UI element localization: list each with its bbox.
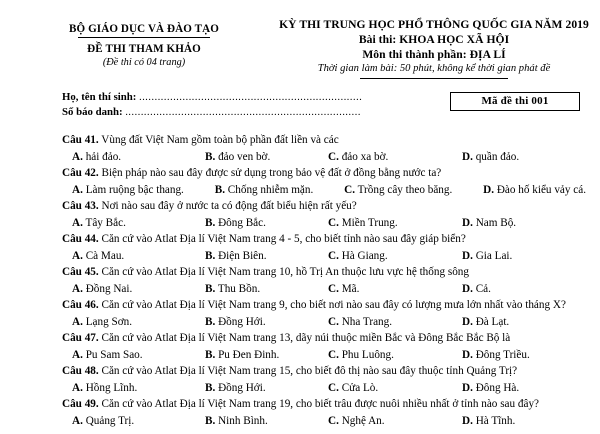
- option-letter: A.: [72, 315, 83, 328]
- duration-underline: [360, 78, 508, 79]
- answer-option-d[interactable]: [462, 281, 491, 298]
- answer-option-c[interactable]: [328, 413, 385, 430]
- option-letter: A.: [72, 249, 83, 262]
- answer-option-b[interactable]: [205, 149, 270, 166]
- page-count-note: (Đề thi có 04 trang): [102, 57, 186, 68]
- question-block: [62, 165, 588, 198]
- option-text: Nghệ An.: [338, 414, 385, 427]
- option-text: đảo ven bờ.: [215, 150, 271, 163]
- option-letter: D.: [462, 414, 473, 427]
- option-text: Hà Tĩnh.: [472, 414, 516, 427]
- answer-option-a[interactable]: [72, 281, 132, 298]
- question-stem: [62, 396, 588, 413]
- answer-option-c[interactable]: [328, 248, 388, 265]
- option-letter: A.: [72, 150, 83, 163]
- option-letter: C.: [328, 414, 339, 427]
- option-text: Đồng Nai.: [82, 282, 133, 295]
- option-text: Phu Luông.: [338, 348, 394, 361]
- option-text: Đông Triều.: [472, 348, 530, 361]
- option-text: Tây Bắc.: [82, 216, 126, 229]
- question-block: [62, 330, 588, 363]
- header-left-column: [10, 17, 278, 79]
- option-text: Đông Bắc.: [215, 216, 266, 229]
- question-stem: [62, 132, 588, 149]
- answer-option-b[interactable]: [205, 347, 279, 364]
- answer-options-row: [62, 413, 588, 430]
- ministry-name: BỘ GIÁO DỤC VÀ ĐÀO TẠO: [68, 23, 220, 35]
- option-text: Đông Hà.: [472, 381, 520, 394]
- option-letter: A.: [72, 216, 83, 229]
- option-letter: C.: [344, 183, 356, 196]
- question-stem: [62, 363, 588, 380]
- option-letter: A.: [72, 381, 83, 394]
- option-letter: B.: [205, 282, 216, 295]
- answer-option-d[interactable]: [462, 380, 519, 397]
- option-letter: B.: [214, 183, 225, 196]
- option-letter: D.: [462, 315, 473, 328]
- answer-option-d[interactable]: [462, 347, 530, 364]
- option-letter: D.: [462, 249, 473, 262]
- option-letter: D.: [462, 282, 473, 295]
- option-letter: D.: [462, 216, 473, 229]
- question-text: Biện pháp nào sau đây được sử dụng trong bảo vệ đất ở đồng bằng nước ta?: [98, 167, 442, 179]
- option-letter: A.: [72, 183, 83, 196]
- option-text: Đà Lạt.: [472, 315, 510, 328]
- option-text: Hồng Lĩnh.: [82, 381, 138, 394]
- document-header: [0, 0, 600, 79]
- option-letter: D.: [462, 381, 473, 394]
- question-stem: [62, 264, 588, 281]
- option-letter: C.: [328, 348, 339, 361]
- question-stem: [62, 297, 588, 314]
- answer-options-row: [62, 182, 588, 199]
- question-list: [0, 132, 600, 429]
- question-number: Câu 48.: [62, 365, 99, 377]
- question-number: Câu 47.: [62, 332, 99, 344]
- answer-option-d[interactable]: [462, 149, 519, 166]
- option-letter: B.: [205, 414, 216, 427]
- question-number: Câu 49.: [62, 398, 99, 410]
- answer-options-row: [62, 347, 588, 364]
- question-text: Căn cứ vào Atlat Địa lí Việt Nam trang 13, dãy núi thuộc miền Bắc và Đông Bắc Bắc Bộ là: [98, 332, 511, 344]
- question-number: Câu 42.: [62, 167, 99, 179]
- option-text: đảo xa bờ.: [338, 150, 389, 163]
- question-stem: [62, 198, 588, 215]
- answer-option-c[interactable]: [344, 182, 452, 199]
- question-block: [62, 198, 588, 231]
- option-text: Cửa Lò.: [338, 381, 379, 394]
- option-text: hải đảo.: [82, 150, 122, 163]
- answer-options-row: [62, 281, 588, 298]
- option-text: Điện Biên.: [215, 249, 267, 262]
- option-text: Chống nhiễm mặn.: [225, 183, 314, 196]
- answer-options-row: [62, 248, 588, 265]
- exam-type-label: ĐỀ THI THAM KHẢO: [87, 43, 201, 55]
- option-letter: C.: [328, 216, 339, 229]
- option-letter: C.: [328, 249, 339, 262]
- subject-group: Bài thi: KHOA HỌC XÃ HỘI: [358, 33, 510, 46]
- option-text: Lạng Sơn.: [82, 315, 132, 328]
- header-right-column: [278, 17, 590, 79]
- question-block: [62, 297, 588, 330]
- option-text: Thu Bồn.: [215, 282, 261, 295]
- answer-option-c[interactable]: [328, 215, 398, 232]
- answer-option-b[interactable]: [215, 182, 314, 199]
- question-block: [62, 396, 588, 429]
- question-number: Câu 45.: [62, 266, 99, 278]
- answer-options-row: [62, 215, 588, 232]
- exam-duration: Thời gian làm bài: 50 phút, không kể thời gian phát đề: [317, 63, 551, 74]
- answer-option-a[interactable]: [72, 182, 184, 199]
- option-text: Nha Trang.: [338, 315, 393, 328]
- option-letter: B.: [205, 249, 216, 262]
- exam-title: KỲ THI TRUNG HỌC PHỔ THÔNG QUỐC GIA NĂM 2019: [279, 18, 589, 31]
- answer-option-c[interactable]: [328, 380, 378, 397]
- answer-option-b[interactable]: [205, 248, 267, 265]
- question-text: Căn cứ vào Atlat Địa lí Việt Nam trang 10, hồ Trị An thuộc lưu vực hệ thống sông: [98, 266, 469, 278]
- option-letter: A.: [72, 348, 83, 361]
- component-subject: Môn thi thành phần: ĐỊA LÍ: [362, 48, 506, 61]
- question-block: [62, 132, 588, 165]
- question-text: Căn cứ vào Atlat Địa lí Việt Nam trang 15, cho biết đô thị nào sau đây thuộc tỉnh Quảng Trị?: [98, 365, 518, 377]
- question-number: Câu 43.: [62, 200, 99, 212]
- option-text: Trồng cây theo băng.: [355, 183, 453, 196]
- option-text: Pu Đen Đinh.: [215, 348, 280, 361]
- option-letter: A.: [72, 282, 83, 295]
- option-text: Mã.: [338, 282, 360, 295]
- ministry-underline: [78, 37, 210, 38]
- question-number: Câu 41.: [62, 134, 99, 146]
- answer-option-c[interactable]: [328, 149, 388, 166]
- option-text: Cả.: [472, 282, 491, 295]
- option-text: Hà Giang.: [338, 249, 388, 262]
- answer-option-a[interactable]: [72, 149, 121, 166]
- answer-option-d[interactable]: [462, 248, 512, 265]
- option-text: Đào hố kiểu vảy cá.: [494, 183, 586, 196]
- question-block: [62, 363, 588, 396]
- option-letter: C.: [328, 282, 339, 295]
- answer-options-row: [62, 149, 588, 166]
- question-number: Câu 46.: [62, 299, 99, 311]
- option-letter: B.: [205, 150, 216, 163]
- answer-option-c[interactable]: [328, 281, 359, 298]
- option-text: Đồng Hới.: [215, 315, 266, 328]
- option-letter: D.: [483, 183, 495, 196]
- answer-option-a[interactable]: [72, 248, 124, 265]
- question-text: Vùng đất Việt Nam gồm toàn bộ phần đất liền và các: [98, 134, 339, 146]
- answer-options-row: [62, 314, 588, 331]
- option-letter: B.: [205, 348, 216, 361]
- answer-option-d[interactable]: [462, 215, 516, 232]
- answer-option-d[interactable]: [462, 413, 515, 430]
- answer-option-b[interactable]: [205, 314, 266, 331]
- option-text: Ninh Bình.: [215, 414, 268, 427]
- question-stem: [62, 165, 588, 182]
- option-text: Đồng Hới.: [215, 381, 266, 394]
- answer-options-row: [62, 380, 588, 397]
- question-stem: [62, 231, 588, 248]
- option-letter: C.: [328, 150, 339, 163]
- question-block: [62, 264, 588, 297]
- option-text: Nam Bộ.: [472, 216, 517, 229]
- question-number: Câu 44.: [62, 233, 99, 245]
- answer-option-a[interactable]: [72, 215, 126, 232]
- option-letter: A.: [72, 414, 83, 427]
- answer-option-a[interactable]: [72, 314, 132, 331]
- answer-option-c[interactable]: [328, 314, 392, 331]
- answer-option-a[interactable]: [72, 380, 137, 397]
- option-letter: D.: [462, 348, 473, 361]
- answer-option-d[interactable]: [462, 314, 509, 331]
- option-letter: B.: [205, 216, 216, 229]
- answer-option-b[interactable]: [205, 281, 260, 298]
- option-letter: D.: [462, 150, 473, 163]
- question-block: [62, 231, 588, 264]
- answer-option-d[interactable]: [483, 182, 586, 199]
- question-stem: [62, 330, 588, 347]
- question-text: Căn cứ vào Atlat Địa lí Việt Nam trang 19, cho biết trâu được nuôi nhiều nhất ở tỉnh nào sau đây?: [98, 398, 540, 410]
- question-text: Căn cứ vào Atlat Địa lí Việt Nam trang 9, cho biết nơi nào sau đây có lượng mưa lớn nhất vào tháng X?: [98, 299, 566, 311]
- option-text: Cà Mau.: [82, 249, 125, 262]
- option-letter: B.: [205, 381, 216, 394]
- option-letter: C.: [328, 381, 339, 394]
- question-text: Nơi nào sau đây ở nước ta có động đất biểu hiện rất yếu?: [98, 200, 357, 212]
- candidate-name-label: Họ, tên thí sinh:: [62, 91, 137, 103]
- option-letter: B.: [205, 315, 216, 328]
- candidate-id-field[interactable]: ............................................................................: [125, 107, 361, 118]
- exam-code-box: Mã đề thi 001: [450, 92, 580, 111]
- option-text: Miền Trung.: [338, 216, 398, 229]
- answer-option-b[interactable]: [205, 380, 266, 397]
- option-text: Pu Sam Sao.: [82, 348, 143, 361]
- option-letter: C.: [328, 315, 339, 328]
- answer-option-b[interactable]: [205, 215, 266, 232]
- answer-option-a[interactable]: [72, 413, 134, 430]
- answer-option-a[interactable]: [72, 347, 143, 364]
- candidate-info: [0, 90, 600, 124]
- candidate-name-field[interactable]: ........................................................................: [139, 92, 363, 103]
- question-text: Căn cứ vào Atlat Địa lí Việt Nam trang 4 - 5, cho biết tỉnh nào sau đây giáp biển?: [98, 233, 466, 245]
- option-text: Quảng Trị.: [82, 414, 135, 427]
- option-text: Làm ruộng bậc thang.: [82, 183, 184, 196]
- answer-option-c[interactable]: [328, 347, 394, 364]
- option-text: Gia Lai.: [472, 249, 513, 262]
- option-text: quần đảo.: [472, 150, 520, 163]
- candidate-id-label: Số báo danh:: [62, 106, 123, 118]
- answer-option-b[interactable]: [205, 413, 268, 430]
